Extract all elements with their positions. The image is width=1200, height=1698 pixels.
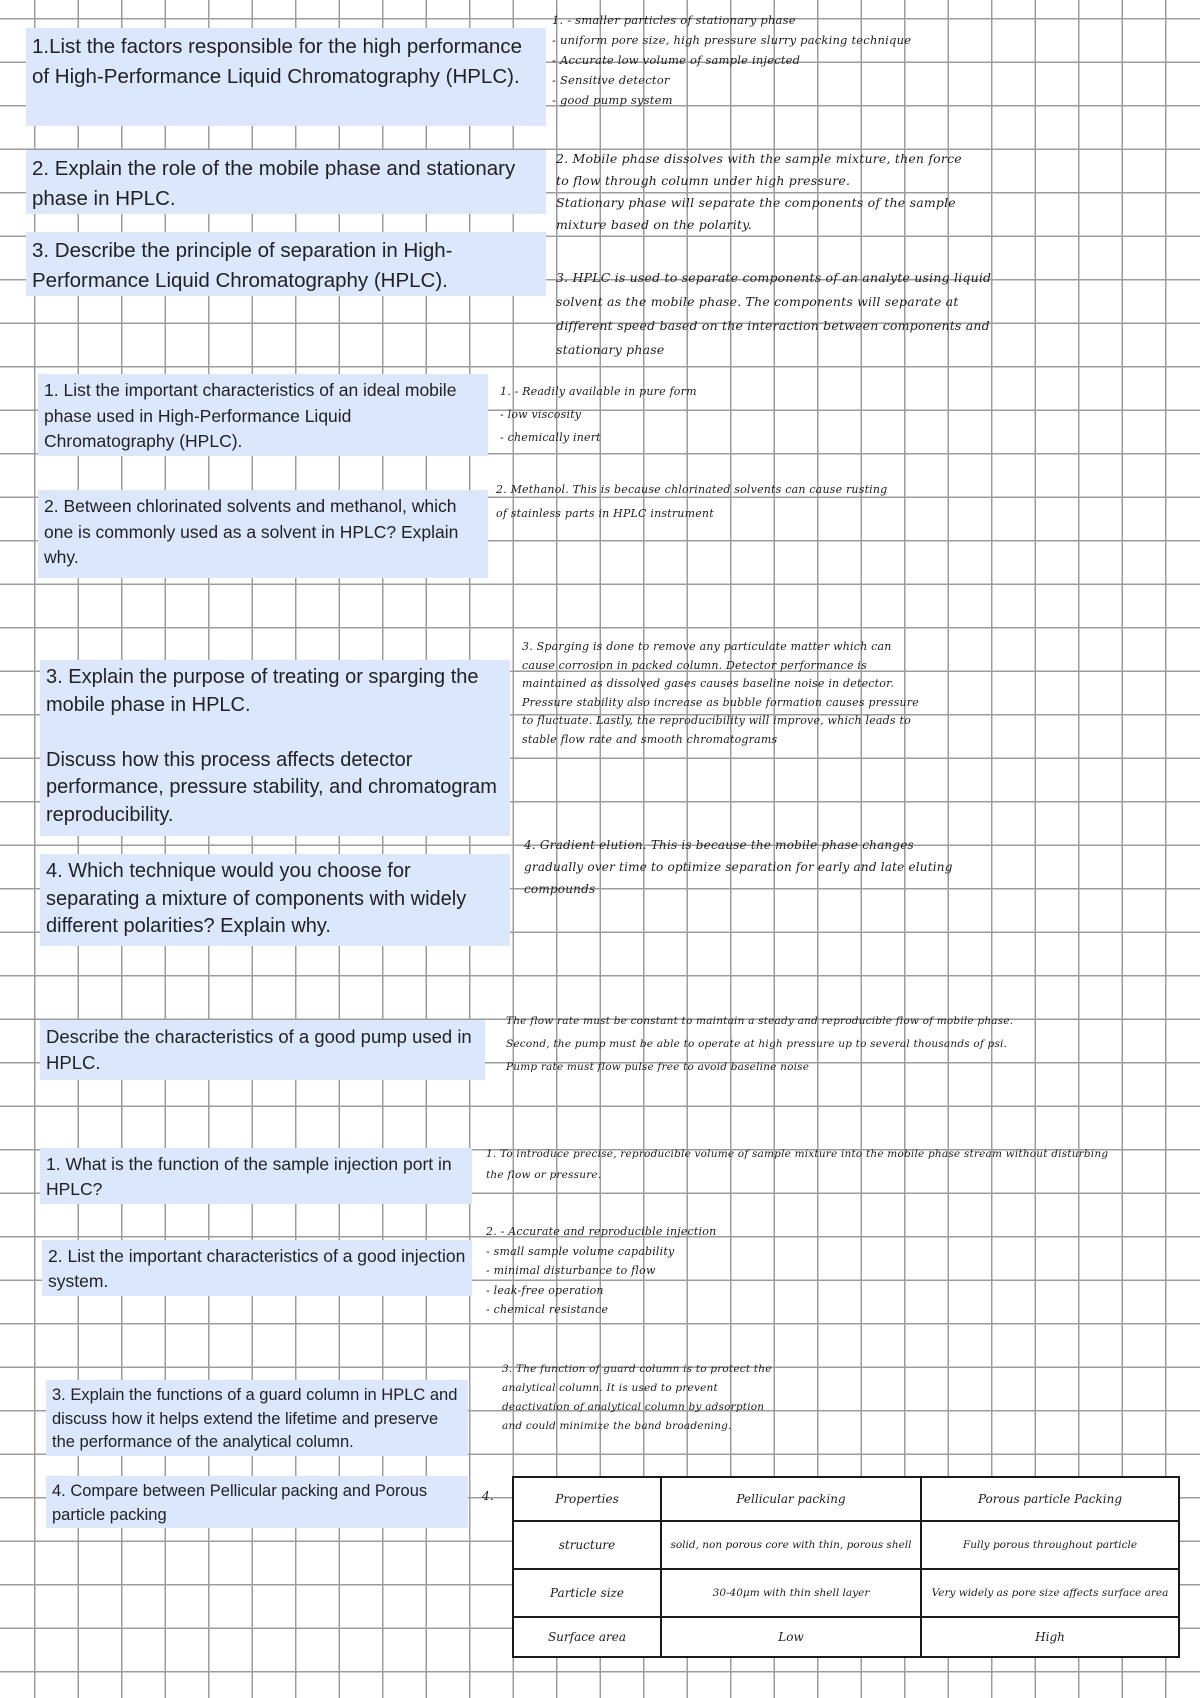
question-box [26, 28, 546, 126]
table-row [513, 1617, 1179, 1657]
table-cell: Low [661, 1617, 921, 1657]
question-text: 1. List the important characteristics of an ideal mobile phase used in High-Performance Liquid Chromatography (HPLC). [44, 380, 457, 451]
handwritten-answer: 1. To introduce precise, reproducible volume of sample mixture into the mobile phase stream without disturbing the flow or pressure. [486, 1148, 1109, 1181]
question-box [46, 1380, 468, 1456]
question-text: 1. What is the function of the sample injection port in HPLC? [46, 1154, 452, 1199]
handwritten-answer: 1. - smaller particles of stationary phase - uniform pore size, high pressure slurry packing technique - Accurate low volume of sample injected - Sensitive detector - good pump system [552, 13, 912, 107]
question-box [40, 1148, 472, 1204]
table-cell: Particle size [513, 1569, 661, 1617]
table-cell: solid, non porous core with thin, porous shell [661, 1521, 921, 1569]
table-header-cell: Pellicular packing [661, 1477, 921, 1521]
handwritten-answer: 4. Gradient elution. This is because the mobile phase changes gradually over time to optimize separation for early and late eluting compounds [524, 838, 953, 896]
question-text: 2. Explain the role of the mobile phase and stationary phase in HPLC. [32, 157, 516, 210]
question-box [38, 374, 488, 456]
table-header-cell: Porous particle Packing [921, 1477, 1179, 1521]
question-box [38, 490, 488, 578]
question-text: 1.List the factors responsible for the high performance of High-Performance Liquid Chromatography (HPLC). [32, 35, 522, 88]
handwritten-answer: The flow rate must be constant to maintain a steady and reproducible flow of mobile phase. Second, the pump must be able to operate at high pressure up to several thousands of psi. Pump rate must flow pulse free to avoid baseline noise [506, 1015, 1014, 1073]
table-row [513, 1569, 1179, 1617]
table-row [513, 1521, 1179, 1569]
question-text: 4. Which technique would you choose for separating a mixture of components with widely different polarities? Explain why. [46, 860, 467, 937]
question-text: 3. Describe the principle of separation in High-Performance Liquid Chromatography (HPLC). [32, 239, 453, 292]
table-cell: Fully porous throughout particle [921, 1521, 1179, 1569]
question-box [46, 1476, 468, 1528]
comparison-table [512, 1476, 1180, 1658]
table-cell: High [921, 1617, 1179, 1657]
handwritten-answer: 3. Sparging is done to remove any particulate matter which can cause corrosion in packed column. Detector performance is maintained as dissolved gases causes baseline noise in detector. Pressure stability also increase as bubble formation causes pressure to fluctuate. Lastly, the reproducibility will improve, which leads to stable flow rate and smooth chromatograms [522, 640, 919, 746]
table-header-cell: Properties [513, 1477, 661, 1521]
question-box [26, 150, 546, 214]
question-box [26, 232, 546, 296]
question-text: 3. Explain the functions of a guard column in HPLC and discuss how it helps extend the lifetime and preserve the performance of the analytical column. [52, 1386, 458, 1451]
table-cell: Very widely as pore size affects surface area [921, 1569, 1179, 1617]
handwritten-answer: 2. - Accurate and reproducible injection - small sample volume capability - minimal disturbance to flow - leak-free operation - chemical resistance [486, 1225, 717, 1316]
question-text: Describe the characteristics of a good pump used in HPLC. [46, 1026, 472, 1073]
question-text: 4. Compare between Pellicular packing and Porous particle packing [52, 1482, 428, 1524]
question-box [40, 660, 510, 836]
handwritten-answer: 2. Methanol. This is because chlorinated solvents can cause rusting of stainless parts in HPLC instrument [496, 483, 888, 520]
handwritten-answer: 2. Mobile phase dissolves with the sample mixture, then force to flow through column under high pressure. Stationary phase will separate the components of the sample mixture based on the polarity. [556, 151, 962, 232]
question-box [42, 1240, 472, 1296]
question-text: 2. List the important characteristics of a good injection system. [48, 1246, 466, 1291]
question-text: 3. Explain the purpose of treating or sparging the mobile phase in HPLC. Discuss how this process affects detector performance, pressure stability, and chromatogram reproducibility. [46, 666, 497, 826]
table-header-row [513, 1477, 1179, 1521]
table-cell: Surface area [513, 1617, 661, 1657]
handwritten-answer: 3. The function of guard column is to protect the analytical column. It is used to prevent deactivation of analytical column by adsorption and could minimize the band broadening. [502, 1363, 772, 1432]
question-box [40, 854, 510, 946]
table-cell: structure [513, 1521, 661, 1569]
handwritten-answer: 4. [482, 1489, 494, 1503]
table-cell: 30-40μm with thin shell layer [661, 1569, 921, 1617]
question-box [40, 1020, 485, 1080]
handwritten-answer: 1. - Readily available in pure form - low viscosity - chemically inert [500, 385, 697, 444]
handwritten-answer: 3. HPLC is used to separate components of an analyte using liquid solvent as the mobile phase. The components will separate at different speed based on the interaction between components and stationary phase [556, 270, 992, 357]
question-text: 2. Between chlorinated solvents and methanol, which one is commonly used as a solvent in HPLC? Explain why. [44, 496, 459, 567]
